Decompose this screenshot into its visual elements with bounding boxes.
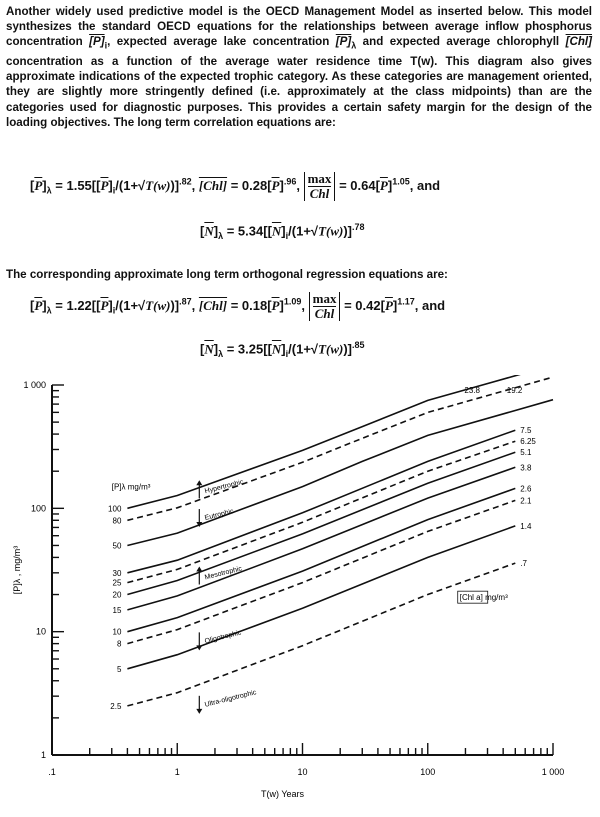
curve-label-10: 10 (112, 627, 122, 637)
oecd-management-chart (0, 375, 600, 810)
zone-label: Mesotrophic (204, 565, 243, 582)
chl-label: 19.2 (506, 386, 523, 395)
y-tick-label: 1 000 (23, 380, 46, 390)
curve-80 (127, 377, 553, 520)
zone-label: Hypertrophic (204, 478, 245, 496)
curve-10 (127, 488, 515, 631)
curve-30 (127, 430, 515, 573)
chl-label: 1.4 (520, 521, 532, 531)
chart-axes (52, 385, 553, 755)
correlation-equation-row-2: $[\overline{N}]_\lambda = 5.34[[\overline{N}]_i/(1+√T(w))]^{.78}$ (200, 222, 365, 241)
x-tick-label: .1 (48, 767, 56, 777)
zone-label: Oligotrophic (204, 629, 243, 646)
x-tick-label: 10 (297, 767, 308, 777)
chl-label: 23.8 (464, 386, 480, 395)
curve-label-2.5: 2.5 (110, 701, 122, 711)
p-legend-label: [P]λ mg/m³ (111, 482, 151, 492)
chl-label: 6.25 (520, 437, 536, 447)
curve-50 (127, 400, 553, 546)
regression-equation-row-2: $[\overline{N}]_\lambda = 3.25[[\overline{N}]_i/(1+√T(w))]^{.85}$ (200, 340, 365, 359)
curve-20 (127, 452, 515, 594)
curve-label-30: 30 (112, 568, 122, 578)
chl-label: 7.5 (520, 426, 532, 436)
zone-arrow-head (196, 480, 202, 485)
curve-label-20: 20 (112, 590, 122, 600)
curve-8 (127, 500, 515, 646)
curve-label-100: 100 (108, 504, 122, 514)
zone-arrow-head (196, 567, 202, 572)
x-tick-label: 1 000 (541, 767, 565, 777)
curve-label-15: 15 (112, 605, 122, 615)
curve-25 (127, 441, 515, 582)
curve-label-50: 50 (112, 541, 122, 551)
zone-label: Ultra-oligotrophic (204, 689, 258, 709)
zone-arrow-head (196, 709, 202, 714)
curve-5 (127, 526, 515, 669)
chart-curves (127, 375, 553, 706)
chl-label: 3.8 (520, 463, 532, 473)
curve-label-8: 8 (116, 639, 122, 649)
chl-legend-label: [Chl a] mg/m³ (459, 593, 508, 603)
regression-equation-row-1: $[\overline{P}]_\lambda = 1.22[[\overline{P}]_i/(1+√T(w))]^{.87}$, $[Chl] = 0.18[\overline{P}]^{1.09}$, $\frac{\max}{\text{Chl}} = 0.42[\overline{P}]^{1.17}$, and (30, 291, 446, 321)
chl-label: .7 (520, 559, 527, 569)
correlation-equation-row-1: $[\overline{P}]_\lambda = 1.55[[\overline{P}]_i/(1+√T(w))]^{.82}$, $[Chl] = 0.28[\overline{P}]^{.96}$, $\frac{\max}{\text{Chl}} = 0.64[\overline{P}]^{1.05}$, and (30, 171, 441, 201)
intro-paragraph: Another widely used predictive model is the OECD Management Model as inserted below. This model synthesizes the standard OECD equations for the relationships between average inflow phosphorus concentration $[P]_i$, expected average lake concentration $[P]_\lambda$ and expected average chlorophyll [Chl] concentration as a function of the average water residence time T(w). This diagram also gives approximate indications of the expected trophic category. As these categories are management oriented, they are slightly more stringently defined (i.e. approximately at the class midpoints) than are the categories used for diagnostic purposes. This provides a certain safety margin for the design of the loading objectives. The long term correlation equations are: (6, 5, 592, 129)
x-axis-title: T(w) Years (260, 789, 305, 799)
chl-label: 2.6 (520, 484, 532, 494)
chl-label: 5.1 (520, 448, 532, 458)
y-tick-label: 10 (35, 626, 46, 637)
chl-label: 2.1 (520, 496, 532, 506)
regression-intro: The corresponding approximate long term orthogonal regression equations are: (6, 268, 448, 281)
curve-2.5 (127, 563, 515, 706)
curve-label-80: 80 (112, 516, 122, 526)
x-tick-label: 100 (420, 767, 436, 777)
y-tick-label: 100 (30, 503, 46, 514)
x-tick-label: 1 (174, 767, 180, 777)
y-axis-title: [P]λ , mg/m³ (12, 545, 22, 595)
curve-label-25: 25 (112, 578, 122, 588)
y-tick-label: 1 (40, 750, 46, 760)
curve-15 (127, 467, 515, 610)
zone-label: Eutrophic (204, 508, 235, 522)
curve-label-5: 5 (116, 664, 122, 674)
